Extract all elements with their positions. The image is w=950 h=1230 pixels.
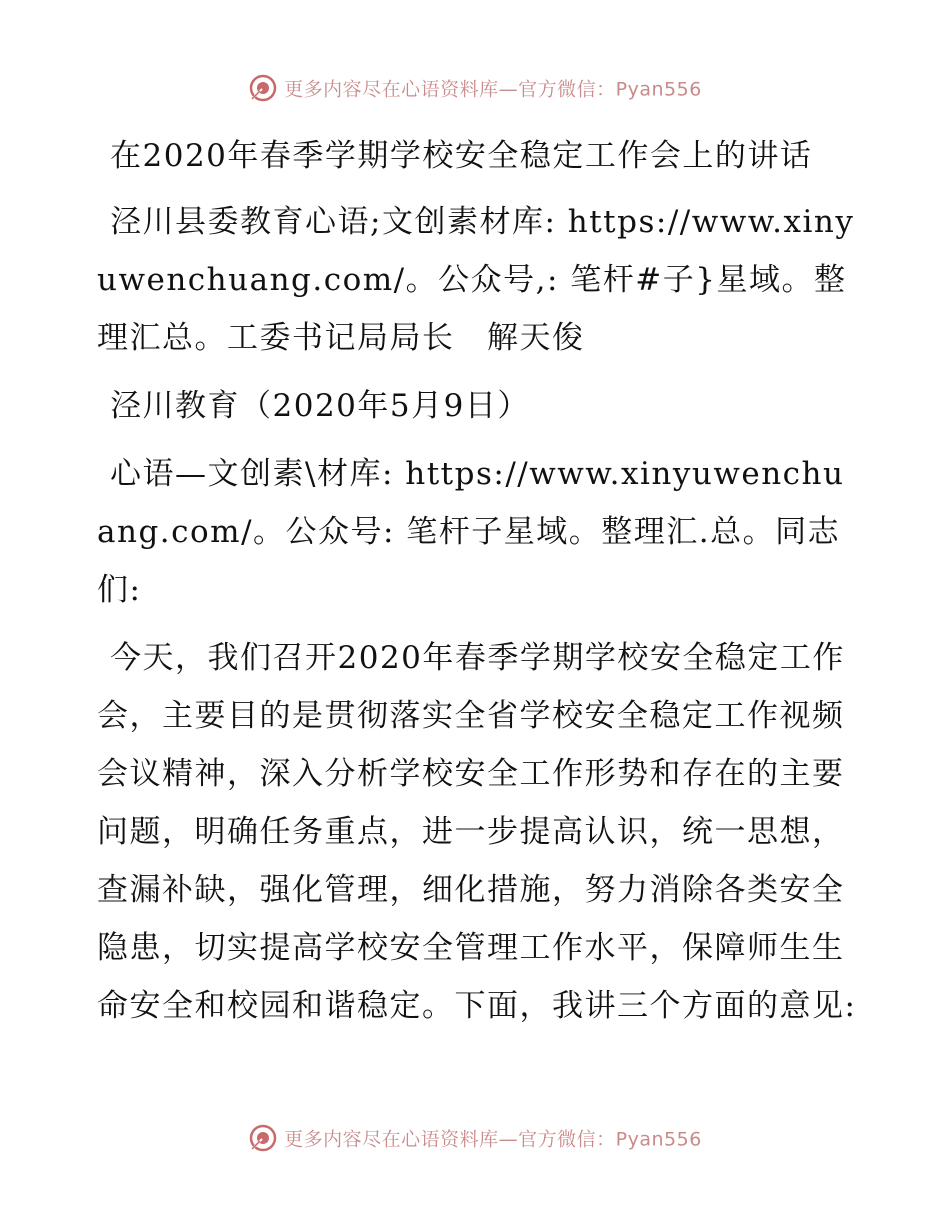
watermark-text: 更多内容尽在心语资料库—官方微信：Pyan556 <box>284 78 702 101</box>
pen-logo-icon <box>248 73 278 103</box>
watermark-text: 更多内容尽在心语资料库—官方微信：Pyan556 <box>284 1128 702 1151</box>
salutation: 心语—文创素\材库: https://www.xinyuwenchuang.com/。公众号: 笔杆子星域。整理汇.总。同志们: <box>97 456 845 608</box>
document-title: 在2020年春季学期学校安全稳定工作会上的讲话 <box>110 138 813 174</box>
date-line: 泾川教育（2020年5月9日） <box>110 388 530 424</box>
document-body <box>97 125 857 1035</box>
author-line: 泾川县委教育心语;文创素材库: https://www.xinyuwenchuang.com/。公众号,: 笔杆#子}星域。整理汇总。工委书记局局长 解天俊 <box>97 204 855 356</box>
pen-logo-icon <box>248 1123 278 1153</box>
footer-watermark <box>0 1123 950 1153</box>
header-watermark <box>0 73 950 103</box>
body-paragraph: 今天，我们召开2020年春季学期学校安全稳定工作会，主要目的是贯彻落实全省学校安全稳定工作视频会议精神，深入分析学校安全工作形势和存在的主要问题，明确任务重点，进一步提高认识，统一思想，查漏补缺，强化管理，细化措施，努力消除各类安全隐患，切实提高学校安全管理工作水平，保障师生生命安全和校园和谐稳定。下面，我讲三个方面的意见: <box>97 640 857 1024</box>
